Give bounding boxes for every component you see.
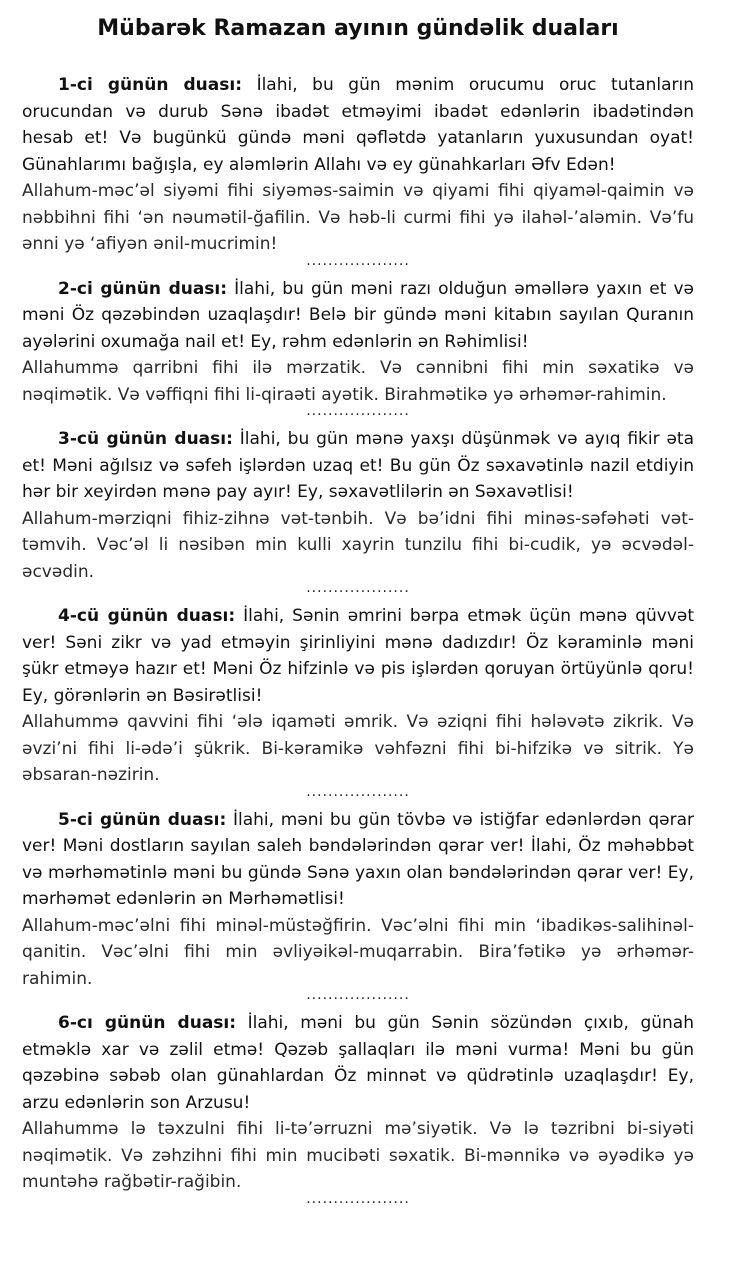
prayer-body: İlahi, bu gün mənim orucumu oruc tutanların orucundan və durub Sənə ibadət etməyimi ibadət edənlərin ibadətindən hesab et! Və bugünkü gündə məni qəflətdə yatanların yuxusundan oyat! Günahlarımı bağışla, ey aləmlərin Allahı və ey günahkarları Əfv Edən! (22, 75, 694, 175)
separator-dots: ................... (306, 252, 410, 269)
transliteration: Allahum-mərziqni fihiz-zihnə vət-tənbih. Və bə’idni fihi minəs-səfəhəti vət-təmvih. Vəc’əl li nəsibən min kulli xayrin tunzilu fihi bi-cudik, yə əcvədəl-əcvədin. (22, 508, 694, 582)
transliteration: Allahummə qarribni fihi ilə mərzatik. Və cənnibni fihi min səxatikə və nəqimətik. Və vəffiqni fihi li-qiraəti ayətik. Birahmətikə yə ərhəmər-rahimin. (22, 358, 694, 405)
prayer-day-6 (22, 1010, 694, 1208)
separator-dots: ................... (306, 1190, 410, 1207)
prayer-day-1 (22, 72, 694, 270)
prayer-text (22, 807, 694, 913)
prayer-day-4 (22, 603, 694, 801)
prayer-heading: 4-cü günün duası: (58, 606, 236, 626)
separator-dots: ................... (306, 987, 410, 1003)
transliteration: Allahum-məc’əlni fihi minəl-müstəğfirin. Vəc’əlni fihi min ‘ibadikəs-salihinəl-qanitin. Vəc’əlni fihi min əvliyəikəl-muqarrabin. Bira’fətikə yə ərhəmər-rahimin. (22, 915, 694, 989)
prayer-text (22, 72, 694, 178)
prayer-text (22, 603, 694, 709)
prayer-day-2 (22, 276, 694, 421)
prayer-heading: 1-ci günün duası: (58, 75, 242, 95)
prayer-heading: 5-ci günün duası: (58, 809, 227, 830)
prayer-text (22, 276, 694, 356)
prayer-text (22, 426, 694, 506)
prayer-text (22, 1010, 694, 1116)
transliteration: Allahummə lə təxzulni fihi li-tə’ərruzni mə’siyətik. Və lə təzribni bi-siyəti nəqimətik. Və zəhzihni fihi min mucibəti səxatik. Bi-mənnikə və əyədikə yə muntəhə rağbətir-rağibin. (22, 1119, 694, 1192)
prayer-body: İlahi, məni bu gün tövbə və istiğfar edənlərdən qərar ver! Məni dostların sayılan saleh bəndələrindən qərar ver! İlahi, Öz məhəbbət və mərhəmətinlə məni bu gündə Sənə yaxın olan bəndələrindən qərar ver! Ey, mərhəmət edənlərin ən Mərhəmətlisi! (22, 809, 694, 909)
prayer-body: İlahi, məni bu gün Sənin sözündən çıxıb, günah etməklə xar və zəlil etmə! Qəzəb şallaqları ilə məni vurma! Məni bu gün qəzəbinə səbəb olan günahlardan Öz minnət və qüdrətinlə uzaqlaşdır! Ey, arzu edənlərin son Arzusu! (22, 1013, 694, 1113)
prayer-body: İlahi, bu gün məni razı olduğun əməllərə yaxın et və məni Öz qəzəbindən uzaqlaşdır! Belə bir gündə məni kitabın sayılan Quranın ayələrini oxumağa nail et! Ey, rəhm edənlərin ən Rəhimlisi! (22, 278, 694, 352)
separator-dots: ................... (306, 783, 410, 800)
prayer-day-3 (22, 426, 694, 597)
prayer-body: İlahi, Sənin əmrini bərpa etmək üçün mənə qüvvət ver! Səni zikr və yad etməyin şirinliyini mənə dadızdır! Öz kəraminlə məni şükr etməyə hazır et! Məni Öz hifzinlə və pis işlərdən qoruyan örtüyünlə qoru! Ey, görənlərin ən Bəsirətlisi! (22, 606, 695, 706)
prayer-day-5 (22, 807, 694, 1005)
transliteration: Allahummə qavvini fihi ‘ələ iqaməti əmrik. Və əziqni fihi hələvətə zikrik. Və əvzi’ni fihi li-ədə’i şükrik. Bi-kəramikə vəhfəzni fihi bi-hifzikə və sitrik. Yə əbsaran-nəzirin. (22, 712, 694, 785)
transliteration: Allahum-məc’əl siyəmi fihi siyəməs-saimin və qiyami fihi qiyaməl-qaimin və nəbbihni fihi ‘ən nəumətil-ğafilin. Və həb-li curmi fihi yə ilahəl-’aləmin. Və’fu ənni yə ‘afiyən ənil-mucrimin! (22, 181, 694, 254)
prayer-body: İlahi, bu gün mənə yaxşı düşünmək və ayıq fikir əta et! Məni ağılsız və səfeh işlərdən uzaq et! Bu gün Öz səxavətinlə nazil etdiyin hər bir xeyirdən mənə pay ayır! Ey, səxavətlilərin ən Səxavətlisi! (22, 429, 695, 502)
document-page (22, 14, 694, 1214)
separator-dots: ................... (306, 580, 410, 596)
prayer-heading: 3-cü günün duası: (58, 429, 233, 449)
separator-dots: ................... (306, 403, 410, 419)
page-title: Mübarək Ramazan ayının gündəlik duaları (97, 16, 619, 41)
prayer-heading: 2-ci günün duası: (58, 278, 228, 299)
prayer-heading: 6-cı günün duası: (58, 1013, 237, 1033)
